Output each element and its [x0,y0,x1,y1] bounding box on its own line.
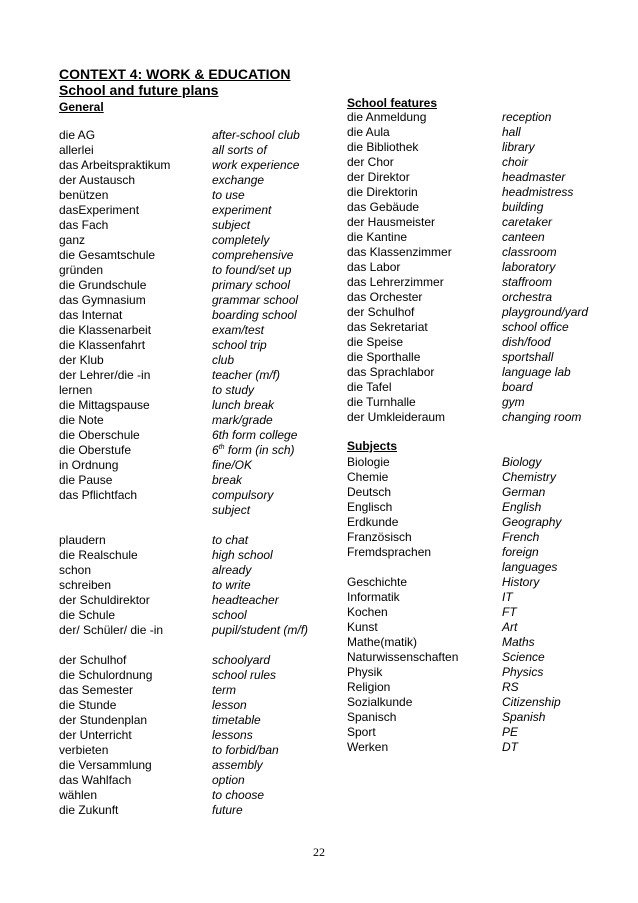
german-term: der Schuldirektor [59,593,150,607]
english-term: PE [502,725,519,739]
english-term: already [212,563,252,577]
vocab-row [347,230,617,245]
german-term: das Klassenzimmer [347,245,452,259]
german-term: die Aula [347,125,390,139]
english-term: canteen [502,230,545,244]
german-term: Biologie [347,455,390,469]
german-term: die Pause [59,473,113,487]
vocab-row [347,740,617,755]
german-term: das Labor [347,260,401,274]
german-term: Französisch [347,530,412,544]
page-number: 22 [313,845,325,859]
english-term: playground/yard [502,305,589,319]
vocab-row [59,563,329,578]
vocab-row [347,410,617,425]
english-term: library [502,140,535,154]
english-term: exam/test [212,323,265,337]
general-vocab-list [59,128,329,818]
vocab-row [59,488,329,518]
vocab-row [59,593,329,608]
english-term: mark/grade [212,413,273,427]
german-term: die Note [59,413,104,427]
english-term: Spanish [502,710,546,724]
english-term: to found/set up [212,263,292,277]
vocab-row [347,575,617,590]
english-term: classroom [502,245,557,259]
german-term: der Schulhof [347,305,415,319]
german-term: die Sporthalle [347,350,421,364]
german-term: plaudern [59,533,106,547]
vocab-row [59,698,329,713]
vocab-row [347,305,617,320]
vocab-row [347,335,617,350]
vocab-row [59,668,329,683]
german-term: die Anmeldung [347,110,427,124]
german-term: Englisch [347,500,393,514]
english-term: assembly [212,758,263,772]
english-term: subject [212,218,251,232]
english-term: experiment [212,203,272,217]
german-term: die Oberstufe [59,443,132,457]
subjects-heading: Subjects [347,439,398,453]
vocab-row [347,290,617,305]
german-term: die Schulordnung [59,668,153,682]
german-term: der Umkleideraum [347,410,446,424]
german-term: das Sprachlabor [347,365,435,379]
german-term: der Direktor [347,170,410,184]
english-term: completely [212,233,270,247]
english-term: orchestra [502,290,553,304]
german-term: Deutsch [347,485,392,499]
vocab-row [347,350,617,365]
vocab-row [347,125,617,140]
vocab-row [347,260,617,275]
english-term: school trip [212,338,267,352]
german-term: gründen [59,263,104,277]
vocab-row [347,515,617,530]
english-term: teacher (m/f) [212,368,281,382]
vocab-row [59,443,329,458]
english-term: Geography [502,515,562,529]
english-term: French [502,530,540,544]
vocab-row [347,320,617,335]
vocab-row [347,680,617,695]
english-term: club [212,353,235,367]
vocab-row [347,200,617,215]
english-term: IT [502,590,513,604]
english-term: boarding school [212,308,297,322]
german-term: der Hausmeister [347,215,436,229]
german-term: die Klassenarbeit [59,323,152,337]
german-term: die Klassenfahrt [59,338,146,352]
vocab-row [347,620,617,635]
german-term: der Chor [347,155,394,169]
vocab-row [59,308,329,323]
vocab-row [347,455,617,470]
topic-title: School and future plans [59,82,219,98]
vocab-row [59,293,329,308]
english-term: to forbid/ban [212,743,279,757]
english-term: lessons [212,728,253,742]
english-term-superscript: th [218,444,225,451]
school-features-list [347,110,617,425]
german-term: Spanisch [347,710,397,724]
german-term: wählen [59,788,98,802]
english-term: gym [502,395,525,409]
vocab-row [59,743,329,758]
context-title: CONTEXT 4: WORK & EDUCATION [59,66,291,82]
english-term: to write [212,578,251,592]
vocab-row [59,773,329,788]
german-term: die Speise [347,335,404,349]
german-term: der Klub [59,353,104,367]
german-term: allerlei [59,143,94,157]
vocab-row [59,413,329,428]
vocab-row [59,353,329,368]
english-term: pupil/student (m/f) [212,623,309,637]
vocab-row [347,470,617,485]
vocab-row [59,398,329,413]
english-term: DT [502,740,518,754]
english-term: language lab [502,365,571,379]
english-term: school rules [212,668,277,682]
vocab-row [347,635,617,650]
german-term: das Wahlfach [59,773,132,787]
german-term: das Semester [59,683,134,697]
vocab-row [347,245,617,260]
german-term: Sport [347,725,376,739]
german-term: lernen [59,383,93,397]
english-term: after-school club [212,128,300,142]
vocab-row [59,608,329,623]
vocab-row [347,170,617,185]
german-term: die Tafel [347,380,392,394]
vocab-row [59,548,329,563]
vocab-row [59,173,329,188]
vocab-row [347,380,617,395]
german-term: schreiben [59,578,112,592]
english-term: FT [502,605,517,619]
german-term: benützen [59,188,109,202]
subjects-list [347,455,617,755]
vocab-row [347,605,617,620]
german-term: das Orchester [347,290,423,304]
english-term: high school [212,548,273,562]
german-term: die AG [59,128,96,142]
german-term: Werken [347,740,389,754]
vocab-row [347,365,617,380]
german-term: die Stunde [59,698,117,712]
english-term: Art [502,620,518,634]
german-term: Fremdsprachen [347,545,432,559]
vocab-row [59,428,329,443]
german-term: die Gesamtschule [59,248,156,262]
german-term: die Bibliothek [347,140,419,154]
german-term: Informatik [347,590,400,604]
german-term: die Zukunft [59,803,119,817]
german-term: ganz [59,233,86,247]
vocab-row [59,143,329,158]
vocab-row [347,110,617,125]
german-term: Religion [347,680,391,694]
english-term: primary school [212,278,291,292]
english-term: hall [502,125,521,139]
german-term: Mathe(matik) [347,635,418,649]
german-term: das Sekretariat [347,320,428,334]
german-term: der/ Schüler/ die -in [59,623,164,637]
vocab-row [59,653,329,668]
english-term: building [502,200,544,214]
english-term: timetable [212,713,261,727]
vocab-row [347,395,617,410]
vocab-row [59,278,329,293]
german-term: in Ordnung [59,458,119,472]
english-term: lesson [212,698,247,712]
english-term: Biology [502,455,542,469]
vocab-row [59,338,329,353]
german-term: der Lehrer/die -in [59,368,151,382]
english-term: History [502,575,540,589]
english-term: dish/food [502,335,551,349]
german-term: der Stundenplan [59,713,148,727]
german-term: Chemie [347,470,389,484]
english-term: lunch break [212,398,275,412]
english-term: foreign languages [502,545,558,574]
english-term: exchange [212,173,265,187]
english-term: schoolyard [212,653,271,667]
vocab-row [347,485,617,500]
german-term: das Arbeitspraktikum [59,158,171,172]
german-term: Naturwissenschaften [347,650,459,664]
vocab-row [347,155,617,170]
german-term: das Lehrerzimmer [347,275,444,289]
vocab-row [59,533,329,548]
german-term: Kunst [347,620,378,634]
german-term: Sozialkunde [347,695,413,709]
vocab-row [59,383,329,398]
german-term: die Turnhalle [347,395,416,409]
english-term: headteacher [212,593,279,607]
vocab-row [59,233,329,248]
german-term: Physik [347,665,383,679]
english-term-rest: form (in sch) [224,443,295,457]
vocab-row [347,590,617,605]
general-heading: General [59,100,104,114]
english-term-number: 6 [212,443,219,457]
english-term: Chemistry [502,470,557,484]
vocab-row [347,215,617,230]
vocab-row [59,788,329,803]
vocab-row [59,458,329,473]
vocab-row [59,683,329,698]
german-term: das Gymnasium [59,293,146,307]
german-term: die Realschule [59,548,138,562]
english-term: future [212,803,243,817]
german-term: die Schule [59,608,116,622]
vocab-row [347,530,617,545]
english-term: school office [502,320,569,334]
german-term: der Schulhof [59,653,127,667]
vocab-row [347,710,617,725]
german-term: die Direktorin [347,185,418,199]
english-term: headmistress [502,185,574,199]
vocab-row [59,758,329,773]
german-term: schon [59,563,92,577]
german-term: Kochen [347,605,388,619]
vocab-row [347,650,617,665]
vocab-row [59,158,329,173]
english-term: grammar school [212,293,299,307]
vocab-row [59,368,329,383]
english-term: Science [502,650,545,664]
english-term: to study [212,383,255,397]
vocab-row [59,623,329,653]
english-term: to choose [212,788,265,802]
german-term: die Grundschule [59,278,147,292]
english-term: fine/OK [212,458,253,472]
english-term: to chat [212,533,249,547]
vocab-row [59,473,329,488]
vocab-row [59,203,329,218]
english-term: reception [502,110,552,124]
german-term: die Mittagspause [59,398,150,412]
english-term: caretaker [502,215,553,229]
english-term: break [212,473,243,487]
vocab-row [347,695,617,710]
english-term: Citizenship [502,695,561,709]
german-term: dasExperiment [59,203,140,217]
vocab-row [59,218,329,233]
vocab-row [347,725,617,740]
german-term: das Internat [59,308,123,322]
english-term: laboratory [502,260,556,274]
english-term: sportshall [502,350,554,364]
vocab-row [347,275,617,290]
german-term: die Versammlung [59,758,152,772]
vocab-row [59,248,329,263]
vocab-row [347,500,617,515]
english-term: German [502,485,546,499]
english-term: staffroom [502,275,553,289]
german-term: verbieten [59,743,109,757]
vocab-row [59,578,329,593]
english-term: Maths [502,635,535,649]
vocab-row [59,128,329,143]
vocab-row [347,545,617,575]
school-features-heading: School features [347,96,438,110]
vocab-row [347,665,617,680]
english-term: Physics [502,665,544,679]
english-term: headmaster [502,170,566,184]
vocab-row [59,803,329,818]
german-term: Geschichte [347,575,408,589]
vocab-row [59,713,329,728]
english-term: compulsory subject [212,488,274,517]
english-term: all sorts of [212,143,267,157]
vocab-row [347,140,617,155]
english-term: RS [502,680,519,694]
german-term: Erdkunde [347,515,399,529]
english-term: comprehensive [212,248,294,262]
vocab-row [347,185,617,200]
vocab-row [59,323,329,338]
english-term: option [212,773,245,787]
vocab-row [59,188,329,203]
english-term: English [502,500,542,514]
german-term: der Austausch [59,173,136,187]
english-term: work experience [212,158,300,172]
vocab-row [59,728,329,743]
german-term: die Kantine [347,230,408,244]
german-term: das Fach [59,218,109,232]
german-term: das Pflichtfach [59,488,138,502]
german-term: die Oberschule [59,428,140,442]
vocab-row [59,263,329,278]
english-term: 6th form college [212,428,298,442]
english-term: changing room [502,410,582,424]
english-term: board [502,380,533,394]
english-term: school [212,608,247,622]
english-term: to use [212,188,245,202]
english-term: choir [502,155,529,169]
german-term: das Gebäude [347,200,420,214]
german-term: der Unterricht [59,728,132,742]
english-term [212,443,312,458]
english-term: term [212,683,236,697]
